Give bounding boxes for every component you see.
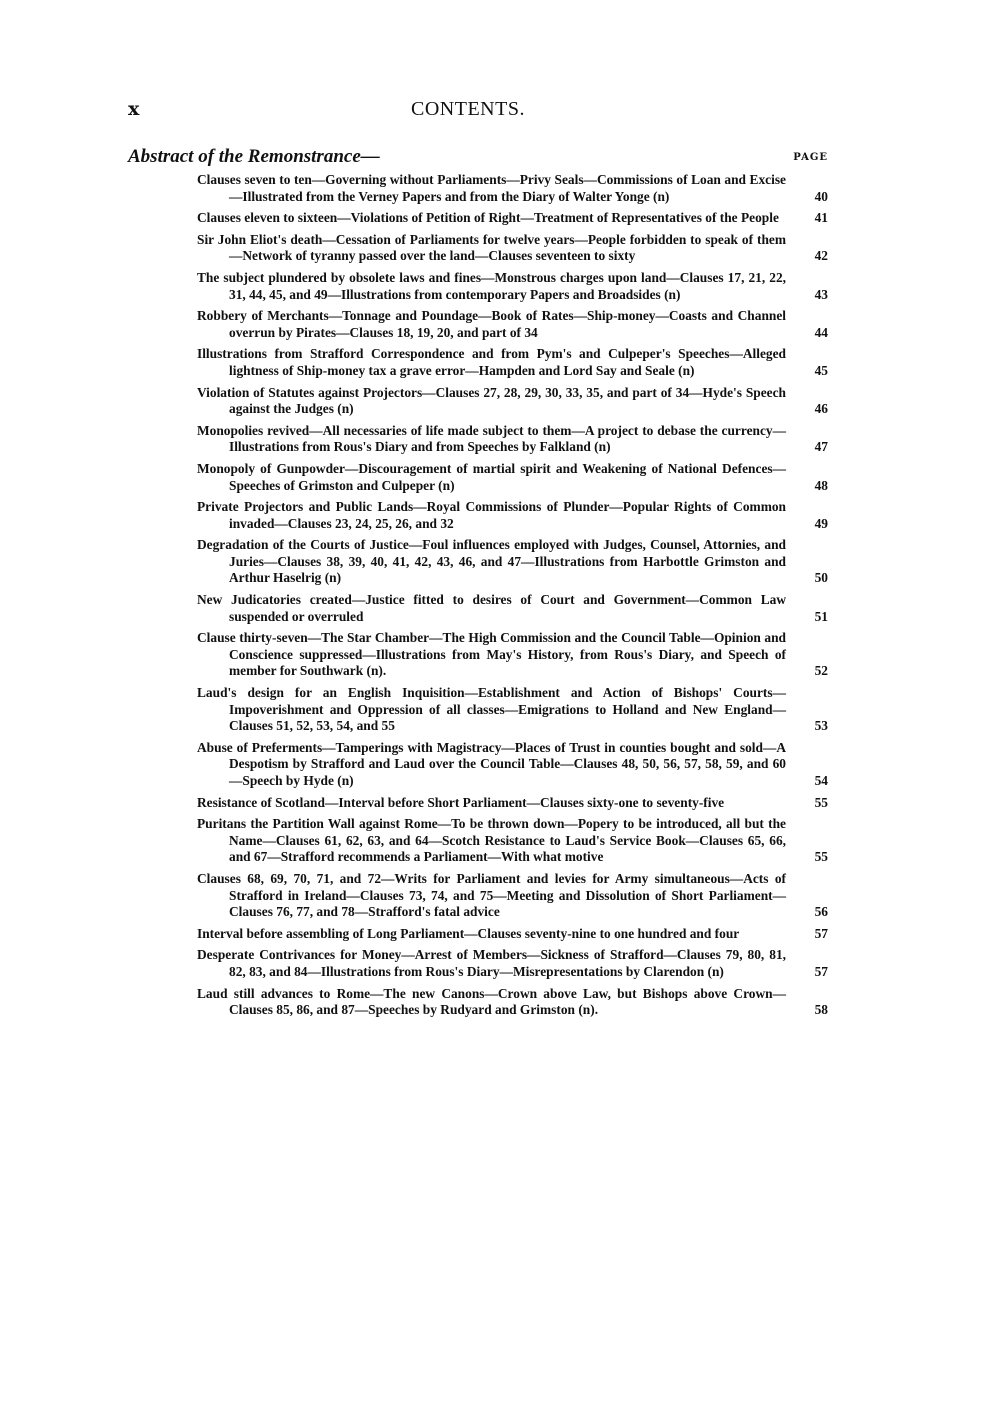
contents-entry bbox=[197, 210, 828, 227]
entry-text: Clauses eleven to sixteen—Violations of Petition of Right—Treatment of Representatives of the People bbox=[197, 210, 779, 226]
contents-entry bbox=[197, 685, 828, 735]
contents-entry bbox=[197, 795, 828, 812]
section-header bbox=[128, 146, 828, 168]
entry-text: Interval before assembling of Long Parliament—Clauses seventy-nine to one hundred and four bbox=[197, 925, 740, 941]
entry-page-number: 56 bbox=[814, 904, 828, 920]
contents-entry bbox=[197, 947, 828, 980]
entry-page-number: 40 bbox=[814, 188, 828, 204]
entry-text: Abuse of Preferments—Tamperings with Magistracy—Places of Trust in counties bought and sold—A Despotism by Strafford and Laud over the Council Table—Clauses 48, 50, 56, 57, 58, 59, and 60—Speech by Hyde (n) bbox=[197, 739, 786, 788]
entry-text: Laud's design for an English Inquisition—Establishment and Action of Bishops' Courts—Impoverishment and Oppression of all classes—Emigrations to Holland and New England—Clauses 51, 52, 53, 54, and 55 bbox=[197, 685, 786, 734]
entry-page-number: 55 bbox=[814, 849, 828, 865]
page-folio: x bbox=[128, 98, 140, 120]
entry-text: Robbery of Merchants—Tonnage and Poundage—Book of Rates—Ship-money—Coasts and Channel overrun by Pirates—Clauses 18, 19, 20, and part of 34 bbox=[197, 308, 786, 340]
contents-entry bbox=[197, 499, 828, 532]
entry-page-number: 52 bbox=[814, 663, 828, 679]
contents-entry bbox=[197, 592, 828, 625]
entry-page-number: 58 bbox=[814, 1002, 828, 1018]
entry-text: Monopolies revived—All necessaries of life made subject to them—A project to debase the currency—Illustrations from Rous's Diary and from Speeches by Falkland (n) bbox=[197, 422, 786, 455]
contents-entry bbox=[197, 986, 828, 1019]
contents-entry bbox=[197, 346, 828, 379]
contents-list bbox=[197, 172, 828, 1024]
contents-entry bbox=[197, 816, 828, 866]
entry-text: Monopoly of Gunpowder—Discouragement of martial spirit and Weakening of National Defences—Speeches of Grimston and Culpeper (n) bbox=[197, 460, 786, 493]
contents-entry bbox=[197, 385, 828, 418]
entry-page-number: 48 bbox=[814, 477, 828, 493]
contents-entry bbox=[197, 461, 828, 494]
page-column-label: PAGE bbox=[793, 152, 828, 163]
entry-text: Violation of Statutes against Projectors—Clauses 27, 28, 29, 30, 33, 35, and part of 34—Hyde's Speech against the Judges (n) bbox=[197, 384, 786, 417]
entry-page-number: 41 bbox=[814, 210, 828, 226]
entry-text: Clause thirty-seven—The Star Chamber—The High Commission and the Council Table—Opinion and Conscience suppressed—Illustrations from May's History, from Rous's Diary, and Speech of member for Southwark (n). bbox=[197, 630, 786, 679]
entry-page-number: 55 bbox=[814, 794, 828, 810]
entry-page-number: 43 bbox=[814, 286, 828, 302]
contents-entry bbox=[197, 630, 828, 680]
entry-text: Desperate Contrivances for Money—Arrest of Members—Sickness of Strafford—Clauses 79, 80, 81, 82, 83, and 84—Illustrations from Rous's Diary—Misrepresentations by Clarendon (n) bbox=[197, 947, 786, 979]
entry-text: Illustrations from Strafford Correspondence and from Pym's and Culpeper's Speeches—Alleged lightness of Ship-money tax a grave error—Hampden and Lord Say and Seale (n) bbox=[197, 346, 786, 378]
entry-page-number: 50 bbox=[814, 570, 828, 586]
entry-text: Clauses seven to ten—Governing without Parliaments—Privy Seals—Commissions of Loan and Excise—Illustrated from the Verney Papers and from the Diary of Walter Yonge (n) bbox=[197, 172, 786, 204]
contents-entry bbox=[197, 172, 828, 205]
entry-text: Puritans the Partition Wall against Rome—To be thrown down—Popery to be introduced, all but the Name—Clauses 61, 62, 63, and 64—Scotch Resistance to Laud's Service Book—Clauses 65, 66, and 67—Strafford recommends a Parliament—With what motive bbox=[197, 816, 786, 865]
page-title: CONTENTS. bbox=[411, 98, 525, 120]
contents-entry bbox=[197, 740, 828, 790]
entry-page-number: 57 bbox=[814, 963, 828, 979]
entry-page-number: 49 bbox=[814, 515, 828, 531]
contents-entry bbox=[197, 926, 828, 943]
section-title: Abstract of the Remonstrance— bbox=[128, 146, 380, 167]
entry-page-number: 42 bbox=[814, 248, 828, 264]
entry-page-number: 51 bbox=[814, 608, 828, 624]
entry-text: Degradation of the Courts of Justice—Foul influences employed with Judges, Counsel, Attornies, and Juries—Clauses 38, 39, 40, 41, 42, 43, 46, and 47—Illustrations from Harbottle Grimston and Arthur Haselrig (n) bbox=[197, 537, 786, 586]
running-header bbox=[128, 98, 808, 122]
contents-entry bbox=[197, 423, 828, 456]
entry-text: Laud still advances to Rome—The new Canons—Crown above Law, but Bishops above Crown—Clauses 85, 86, and 87—Speeches by Rudyard and Grimston (n). bbox=[197, 985, 786, 1018]
entry-page-number: 54 bbox=[814, 773, 828, 788]
entry-page-number: 44 bbox=[814, 324, 828, 340]
contents-entry bbox=[197, 232, 828, 265]
entry-text: New Judicatories created—Justice fitted to desires of Court and Government—Common Law suspended or overruled bbox=[197, 592, 786, 624]
entry-page-number: 47 bbox=[814, 439, 828, 455]
entry-text: The subject plundered by obsolete laws and fines—Monstrous charges upon land—Clauses 17, 21, 22, 31, 44, 45, and 49—Illustrations from contemporary Papers and Broadsides (n) bbox=[197, 269, 786, 302]
entry-text: Clauses 68, 69, 70, 71, and 72—Writs for Parliament and levies for Army simultaneous—Acts of Strafford in Ireland—Clauses 73, 74, and 75—Meeting and Dissolution of Short Parliament—Clauses 76, 77, and 78—Strafford's fatal advice bbox=[197, 870, 786, 920]
contents-entry bbox=[197, 270, 828, 303]
contents-entry bbox=[197, 871, 828, 921]
entry-text: Resistance of Scotland—Interval before Short Parliament—Clauses sixty-one to seventy-five bbox=[197, 794, 725, 810]
contents-entry bbox=[197, 537, 828, 587]
contents-entry bbox=[197, 308, 828, 341]
entry-text: Private Projectors and Public Lands—Royal Commissions of Plunder—Popular Rights of Common invaded—Clauses 23, 24, 25, 26, and 32 bbox=[197, 499, 786, 531]
entry-page-number: 53 bbox=[814, 718, 828, 734]
entry-page-number: 45 bbox=[814, 362, 828, 378]
entry-text: Sir John Eliot's death—Cessation of Parliaments for twelve years—People forbidden to speak of them—Network of tyranny passed over the land—Clauses seventeen to sixty bbox=[197, 231, 786, 264]
entry-page-number: 46 bbox=[814, 401, 828, 417]
entry-page-number: 57 bbox=[814, 925, 828, 941]
